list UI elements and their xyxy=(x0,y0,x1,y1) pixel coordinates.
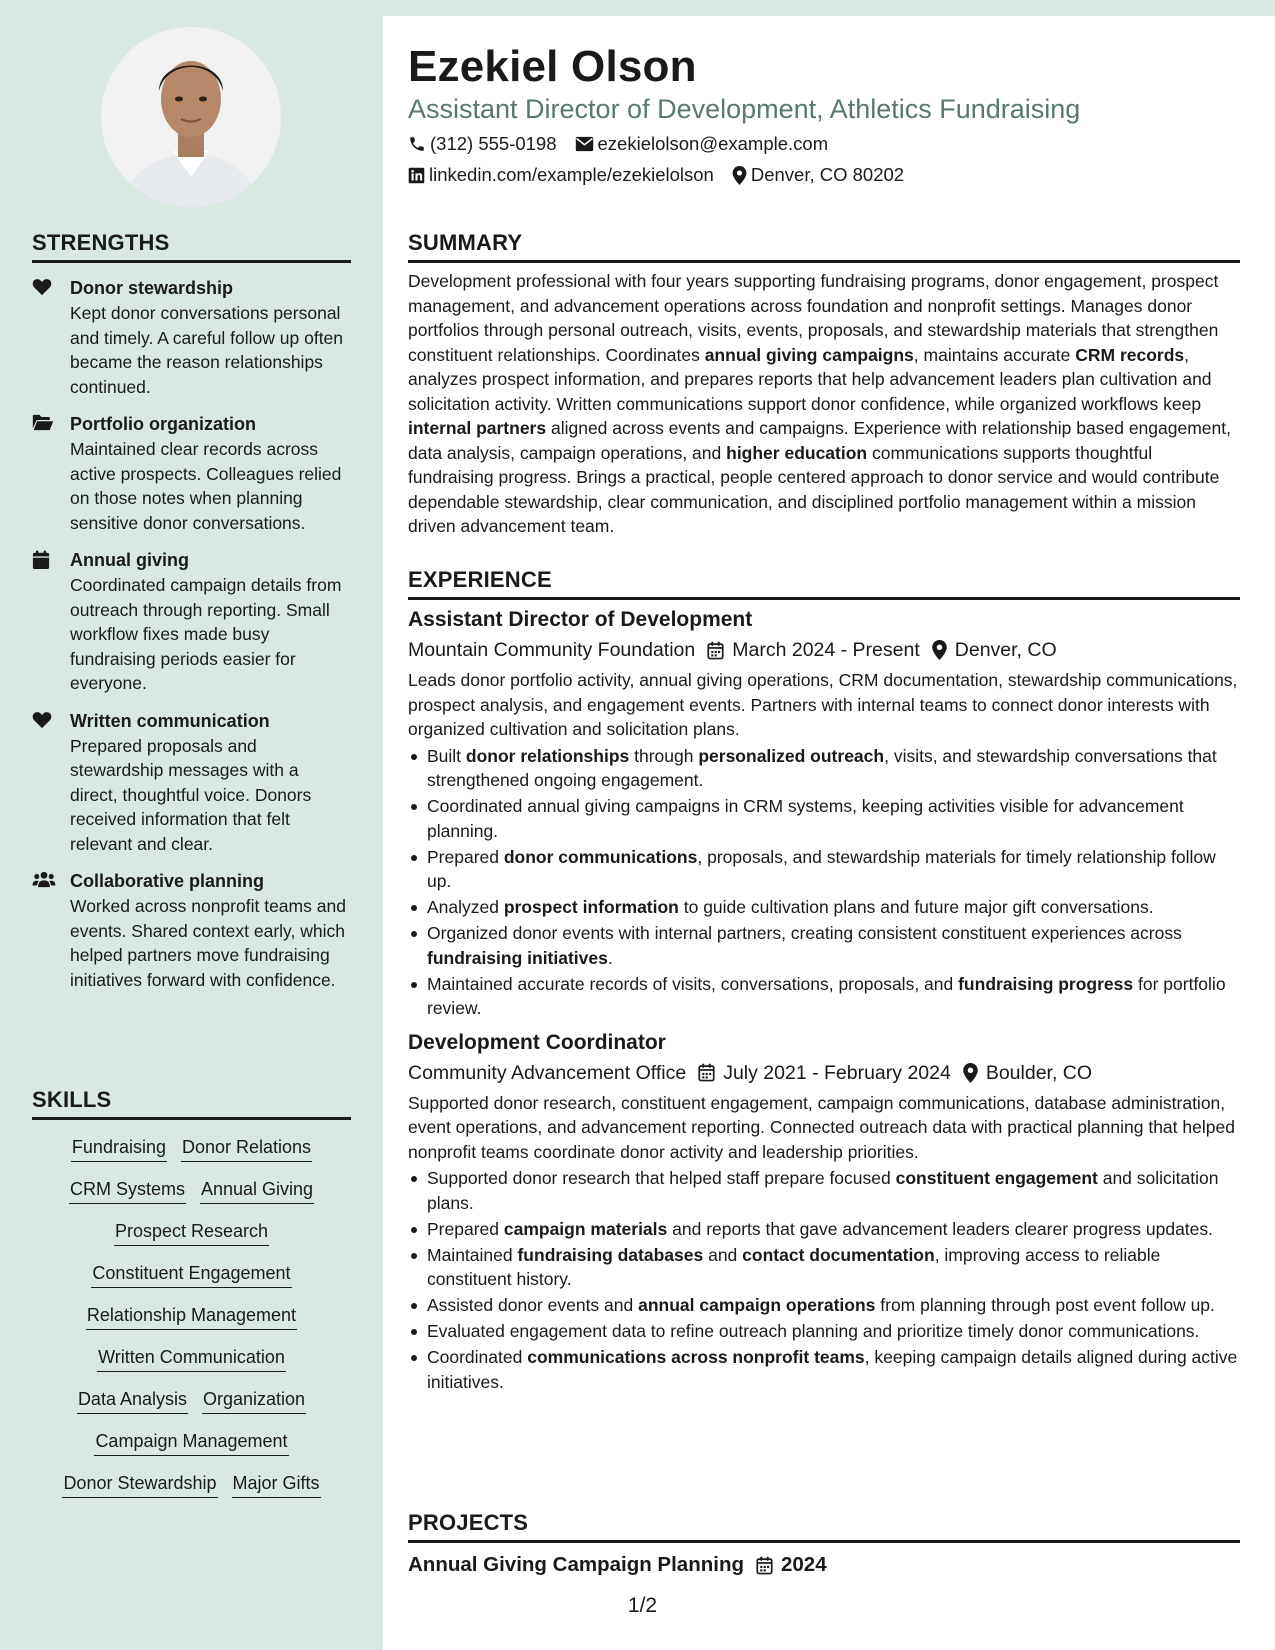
skill-tag: Donor Relations xyxy=(181,1134,312,1162)
skill-row xyxy=(32,1386,351,1414)
skills-list xyxy=(32,1134,351,1498)
skill-row xyxy=(32,1302,351,1330)
strengths-section xyxy=(32,230,351,992)
bullet-item: Built donor relationships through personalized outreach, visits, and stewardship conversations that strengthened ongoing engagement. xyxy=(408,744,1240,793)
job-location: Boulder, CO xyxy=(985,1061,1093,1084)
project-title: Annual Giving Campaign Planning xyxy=(408,1553,744,1576)
linkedin-icon xyxy=(408,167,425,184)
skill-row xyxy=(32,1134,351,1162)
phone-icon xyxy=(408,135,426,153)
users-icon xyxy=(32,871,54,891)
skill-tag: Prospect Research xyxy=(114,1218,269,1246)
location-text: Denver, CO 80202 xyxy=(750,164,905,185)
job-title: Development Coordinator xyxy=(408,1030,666,1054)
skill-tag: Annual Giving xyxy=(200,1176,314,1204)
map-pin-icon xyxy=(963,1063,978,1083)
job-title: Assistant Director of Development xyxy=(408,608,753,631)
skill-tag: Relationship Management xyxy=(86,1302,297,1330)
projects-section xyxy=(408,1510,1240,1579)
bullet-item: Coordinated communications across nonprofit teams, keeping campaign details aligned during active initiatives. xyxy=(408,1345,1240,1394)
strength-title: Donor stewardship xyxy=(70,278,234,298)
bullet-item: Supported donor research that helped staff prepare focused constituent engagement and solicitation plans. xyxy=(408,1166,1240,1215)
skill-tag: Fundraising xyxy=(71,1134,167,1162)
page-number: 1/2 xyxy=(627,1594,658,1617)
projects-heading: PROJECTS xyxy=(408,1510,1240,1543)
candidate-title: Assistant Director of Development, Athletics Fundraising xyxy=(408,94,1081,124)
skill-tag: Donor Stewardship xyxy=(62,1470,217,1498)
envelope-icon xyxy=(575,136,594,152)
calendar-icon xyxy=(756,1556,773,1575)
calendar-icon xyxy=(698,1063,715,1082)
contact-row-1 xyxy=(408,133,846,155)
skills-heading: SKILLS xyxy=(32,1087,351,1120)
profile-photo xyxy=(101,27,281,207)
strength-description: Prepared proposals and stewardship messages with a direct, thoughtful voice. Donors received information that felt relevant and clear. xyxy=(70,735,312,854)
linkedin-text[interactable]: linkedin.com/example/ezekielolson xyxy=(429,164,714,185)
project-year: 2024 xyxy=(781,1553,827,1576)
map-pin-icon xyxy=(732,166,747,185)
candidate-name: Ezekiel Olson xyxy=(408,42,697,91)
job-dates: July 2021 - February 2024 xyxy=(723,1061,951,1084)
bullet-item: Prepared campaign materials and reports that gave advancement leaders clearer progress updates. xyxy=(408,1217,1240,1242)
strength-item xyxy=(32,277,351,399)
summary-section xyxy=(408,230,1240,539)
strength-title: Written communication xyxy=(70,710,270,731)
skill-row xyxy=(32,1470,351,1498)
job-description: Leads donor portfolio activity, annual giving operations, CRM documentation, stewardship communications, prospect analysis, and engagement events. Partners with internal teams to connect donor interests with organized cultivation and solicitation plans. xyxy=(408,670,1238,739)
job-description: Supported donor research, constituent engagement, campaign communications, database administration, event operations, and advancement reporting. Connected outreach data with practical planning that helped nonprofit teams coordinate donor activity and leadership priorities. xyxy=(408,1092,1235,1162)
strength-item xyxy=(32,710,351,857)
skill-row xyxy=(32,1260,351,1288)
heart-icon xyxy=(32,711,54,731)
projects-list xyxy=(408,1551,1240,1579)
job-bullets xyxy=(408,744,1240,1021)
experience-heading: EXPERIENCE xyxy=(408,567,1240,600)
phone-contact xyxy=(408,133,557,155)
job-dates: March 2024 - Present xyxy=(732,639,920,661)
email-text[interactable]: ezekielolson@example.com xyxy=(597,133,829,154)
bullet-item: Assisted donor events and annual campaign operations from planning through post event follow up. xyxy=(408,1293,1240,1318)
linkedin-contact[interactable] xyxy=(408,164,714,186)
skill-tag: Organization xyxy=(202,1386,306,1414)
bullet-item: Maintained fundraising databases and contact documentation, improving access to reliable constituent history. xyxy=(408,1243,1240,1292)
project-entry xyxy=(408,1551,1240,1579)
strength-description: Maintained clear records across active prospects. Colleagues relied on those notes when planning sensitive donor conversations. xyxy=(70,439,342,533)
bullet-item: Evaluated engagement data to refine outreach planning and prioritize timely donor communications. xyxy=(408,1319,1240,1344)
skills-section xyxy=(32,1087,351,1498)
strength-title: Collaborative planning xyxy=(70,871,265,891)
skill-tag: Data Analysis xyxy=(77,1386,188,1414)
bullet-item: Organized donor events with internal partners, creating consistent constituent experiences across fundraising initiatives. xyxy=(408,921,1240,970)
job-organization: Mountain Community Foundation xyxy=(408,639,696,661)
skill-tag: Written Communication xyxy=(97,1344,286,1372)
calendar-icon xyxy=(707,641,724,660)
strength-item xyxy=(32,413,351,535)
job-organization: Community Advancement Office xyxy=(408,1061,687,1084)
bullet-item: Prepared donor communications, proposals, and stewardship materials for timely relationship follow up. xyxy=(408,845,1240,894)
location-contact xyxy=(732,164,904,186)
strength-description: Worked across nonprofit teams and events. Shared context early, which helped partners move fundraising initiatives forward with confidence. xyxy=(70,896,346,990)
calendar-icon xyxy=(32,550,54,570)
experience-section xyxy=(408,567,1240,1394)
jobs-list xyxy=(408,606,1240,1394)
bullet-item: Maintained accurate records of visits, conversations, proposals, and fundraising progress for portfolio review. xyxy=(408,972,1240,1021)
strength-item xyxy=(32,870,351,992)
phone-text: (312) 555-0198 xyxy=(430,133,557,154)
skill-tag: Campaign Management xyxy=(94,1428,288,1456)
job-entry xyxy=(408,606,1240,1021)
strengths-heading: STRENGTHS xyxy=(32,230,351,263)
job-location: Denver, CO xyxy=(954,639,1057,661)
job-entry xyxy=(408,1029,1240,1395)
sidebar xyxy=(0,0,383,1650)
skill-tag: Major Gifts xyxy=(232,1470,321,1498)
strength-item xyxy=(32,549,351,696)
strength-title: Annual giving xyxy=(70,550,189,570)
skill-row xyxy=(32,1428,351,1456)
summary-heading: SUMMARY xyxy=(408,230,1240,263)
folder-open-icon xyxy=(32,414,54,434)
strengths-list xyxy=(32,277,351,992)
summary-text: Development professional with four years supporting fundraising programs, donor engagement, prospect management, and advancement operations across foundation and nonprofit settings. Manages donor portfolios through personal outreach, visits, events, proposals, and stewardship materials that strengthen constituent relationships. Coordinates annual giving campaigns, maintains accurate CRM records, analyzes prospect information, and prepares reports that help advancement leaders plan cultivation and solicitation activity. Written communications support donor confidence, while organized workflows keep internal partners aligned across events and campaigns. Experience with relationship based engagement, data analysis, campaign operations, and higher education communications supports thoughtful fundraising progress. Brings a practical, people centered approach to donor service and would contribute dependable stewardship, clear communication, and disciplined portfolio management within a mission driven advancement team. xyxy=(408,271,1231,536)
header-accent-strip xyxy=(383,0,1275,16)
bullet-item: Analyzed prospect information to guide cultivation plans and future major gift conversations. xyxy=(408,895,1240,920)
strength-description: Coordinated campaign details from outreach through reporting. Small workflow fixes made busy fundraising periods easier for everyone. xyxy=(70,575,342,693)
skill-tag: Constituent Engagement xyxy=(91,1260,291,1288)
job-bullets xyxy=(408,1166,1240,1394)
contact-row-2 xyxy=(408,164,922,186)
skill-row xyxy=(32,1218,351,1246)
strength-description: Kept donor conversations personal and timely. A careful follow up often became the reason relationships continued. xyxy=(70,303,344,397)
skill-row xyxy=(32,1176,351,1204)
skill-row xyxy=(32,1344,351,1372)
heart-icon xyxy=(32,278,54,298)
strength-title: Portfolio organization xyxy=(70,414,256,434)
job-meta xyxy=(408,636,1240,664)
map-pin-icon xyxy=(932,640,947,660)
bullet-item: Coordinated annual giving campaigns in CRM systems, keeping activities visible for advancement planning. xyxy=(408,794,1240,843)
job-meta xyxy=(408,1059,1240,1087)
email-contact[interactable] xyxy=(575,133,829,155)
skill-tag: CRM Systems xyxy=(69,1176,186,1204)
